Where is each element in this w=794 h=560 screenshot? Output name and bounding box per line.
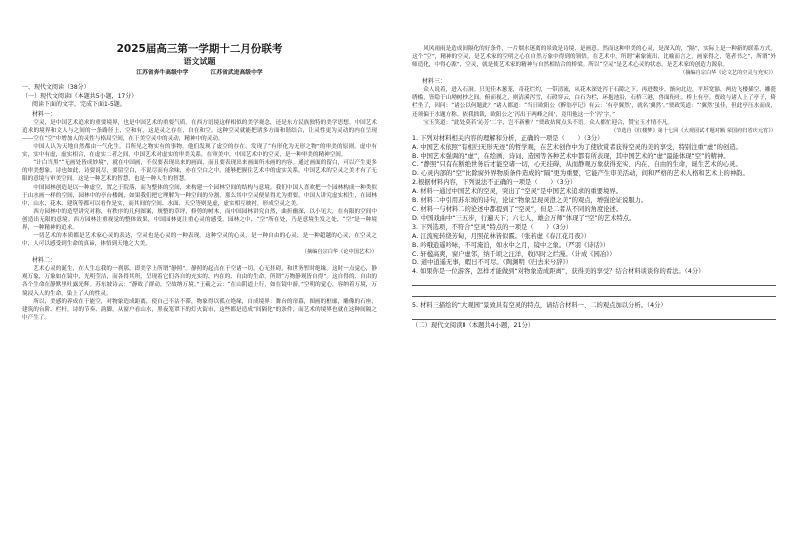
- option: C. 轩楹高爽，窗户虚邻，纳千顷之汪洋，收四时之烂漫。（计成《园冶》）: [412, 250, 616, 258]
- option: A. 材料一通过中国艺术的空灵，突出了“空灵”是中国艺术追求的重要境界。: [412, 188, 622, 196]
- question-1: 1. 下列对材料相关内容的理解和分析，正确的一项是（ ）（3分）: [412, 134, 604, 142]
- paragraph: 空灵，是中国艺术追求的重要境界，也是中国艺术的重要气质。在西方语境这样相似的美学观念，还是东方民族独特的美学思想。中国艺术追求的境界和文人与之间的一条路径上，空和有，这是灵之存在，自在和空。这种空灵就能把诸多方面和谐结合，让灵性更为灵动的内在呈现——空在“空”中增加人的灵性与格局空间，在于美空灵中的灵动，精神中的灵动。: [22, 119, 377, 142]
- school-names: [22, 68, 377, 78]
- instructions: 阅读下面的文字，完成下面1-5题。: [32, 101, 126, 109]
- source-3: （节选自《红楼梦》第十七回《大观园试才题对额 荣国府归省庆元宵》）: [610, 127, 776, 134]
- option: A. 江流宛转绕芳甸，月照花林皆似霰。（张若虚《春江花月夜》）: [412, 232, 591, 240]
- paragraph: 宝玉笑道：“此处莫若‘沁芳’二字，岂不新雅？”贾政拈髯点头不语。众人都忙迎合，赞宝玉才情不凡。: [423, 119, 673, 126]
- material-2-label: 材料二：: [32, 257, 57, 265]
- paragraph: 所以，美感的养成在于能空，对物象造成距离，使自己不沾不滞，物象得以孤立绝缘，自成境界：舞台的帘幕，图画的框廓，雕像的石座，建筑的台阶、栏杆，诗的节奏、韵脚，从窗户看山水，黑夜笼罩下的灯火街市，这些都是造成“间隔化”的条件，而艺术的境界也就在这种间隔之中产生了。: [22, 298, 377, 321]
- left-column: [22, 84, 377, 322]
- answer-line[interactable]: [412, 277, 776, 286]
- paragraph: 中国园林创造是以一种虚空，置之于院落，而为整体的空间，来构建一个园林空间的结构与意境。我们中国人喜欢把一个园林构成一种类似于山水画一样的空间，园林中的亭台楼阁，如果我们把它理解为一种空间的分割，那么其中空灵便显得尤为重要。中国人讲究虚实相生，在园林中，山水、花木、建筑等都可以看作是实，而其间的空间、水面、天空等则是虚，虚实相互映衬，形成空灵之美。: [22, 184, 377, 207]
- source-1: （摘编自宗白华《论中国艺术》）: [301, 249, 377, 256]
- section-2-heading: （二）现代文阅读Ⅱ（本题共4小题，21分）: [412, 322, 535, 330]
- school-b: 江苏省武进高级中学: [210, 70, 263, 76]
- option: B. 中国艺术强调的“虚”，在绘画、诗词、造园等各种艺术中都有所表现，其中国艺术的“虚”最能体现“空”的精神。: [412, 152, 730, 160]
- material-1-label: 材料一：: [32, 110, 57, 118]
- exam-header: [22, 42, 377, 78]
- right-column: [412, 45, 776, 331]
- exam-title: 2025届高三第一学期十二月份联考: [116, 43, 283, 55]
- school-a: 江苏省奔牛高级中学: [136, 70, 189, 76]
- question-2: 2.根据材料内容，下列说法不正确的一项是（ ）（3分）: [412, 179, 577, 187]
- exam-subtitle: 语文试题: [183, 57, 216, 66]
- paragraph: 一切艺术的本质都是艺术家心灵的表达，空灵也是心灵的一种表现。这种空灵的心灵，是一种自由的心灵，是一种超越的心灵，在空灵之中，人可以感受到生命的真谛，体悟到天地之大美。: [22, 233, 377, 248]
- material-3-label: 材料三：: [422, 78, 447, 86]
- option: D. 中国戏曲中“三五步，行遍天下；六七人，雄会万师”体现了“空”的艺术特点。: [412, 214, 636, 222]
- option: A. 中国艺术依照“有相归无形无迹”的哲学观，在艺术创作中为了使欣赏者获得空灵的美的享受，特别注重“虚”的创造。: [412, 143, 742, 151]
- option: B. 吟哦逍遥吟咏，不可淹泊，如水中之月，镜中之象。（严羽《诗话》）: [412, 241, 610, 249]
- paragraph: 众人说着，进入石洞。只见佳木葱茏，奇花烂灼，一带清流，从花木深处泻于石隙之下。再进数步，渐向北边，平坦宽豁，两边飞楼插空，雕甍绣槛，皆隐于山坳树杪之间。俯而视之，则清溪泻雪，石磴穿云，白石为栏，环抱池沿，石桥三港，兽面衔吐。桥上有亭。贾政与诸人上了亭子，倚栏坐了，因问：“诸公以何题此？”诸人都道：“当日欧阳公《醉翁亭记》有云：‘有亭翼然’，就名‘翼然’。”贾政笑道：“‘翼然’虽佳，但此亭压水而成，还须偏于水题方称。依我拙裁，欧阳公之‘泻出于两峰之间’，竟用他这一个‘泻’字。”: [412, 87, 776, 118]
- answer-line[interactable]: [412, 288, 776, 297]
- option: C. 材料一与材料二的论述中都提到了“空灵”，但是二者从不同的角度论述。: [412, 206, 623, 213]
- option: D. 道中逍遥无事，暇日不可尽。（陶渊明《归去来兮辞》）: [412, 259, 572, 267]
- question-4: 4. 如果你是一位游客，怎样才能做到“对物象造成距离”，获得美的享受？结合材料谈谈你的看法。（4分）: [412, 268, 705, 276]
- option: D. 心灵内部的“空”比除窗外界物质条件造成的“隔”更为重要，它能产生审美活动，间和严格的艺术人格和艺术上的神韵。: [412, 170, 749, 178]
- question-5: 5. 材料三描绘的“大观园”景致具有空灵的特点，请结合材料一、二的观点加以分析。（4分）: [412, 302, 667, 310]
- paragraph: 风风雨雨是造成间隔化的好条件，一片烟水迷离的景致是诗境，是画意。然而这种审美的心灵，是深入的，“隔”，实际上是一种新的联系方式。这个“空”，精神的空灵，是艺术家的空明之心在自然万象中得到的领悟。在艺术中，所谓“素象流出，比喻而言之，画家得之，笔者书之”，所谓“外师造化，中得心源”，空灵，就是使艺术家的精神与自然相结合的桥梁。所以“空灵”是艺术心灵的状态，是艺术家的创造力源泉。: [412, 46, 776, 69]
- paragraph: 西方园林中的造型讲究对称，有秩序的几何图案，规整的草坪，修剪的树木，而中国园林讲究自然，曲折幽深，以小见大，在有限的空间中创造出无限的意境。西方园林注重视觉的整体效果，中国园林更注重心灵的感受。园林之中，“空”所在处，乃是意境生发之处，“空”是一种境界，一种精神的追求。: [22, 208, 377, 231]
- section-heading: 一、现代文阅读（38分）: [22, 84, 90, 91]
- option: C. “静照”只有在断绝世务后才能空诸一切，心无挂碍，从而静观万象获得充实、内在、自由的生命，诞生艺术的心灵。: [412, 161, 742, 169]
- answer-line[interactable]: [412, 311, 776, 320]
- subsection-heading: （一）现代文阅读Ⅰ（本题共5小题，17分）: [22, 92, 138, 100]
- paragraph: “计白当黑”“无画处皆成妙境”，就在中国画，不仅要表现出来的画面，而且要表现出来画面所未画的内容。通过画面的留白，可以产生更多的审美想象。诗也如此，诗要说尽，要留空白，不说尽而有余味，亦在空白之中。能够把握住艺术中的虚实关系，中国艺术的空灵之美才有了无限的意境与审美空间。这是一种艺术的智慧，也是一种人生的智慧。: [22, 160, 377, 183]
- source-2: （摘编自宗白华《论文艺的空灵与充实》）: [680, 70, 776, 77]
- question-3: 3. 下列选项，不符合“空灵”特点的一项是（ ）（3分）: [412, 223, 573, 231]
- option: B. 材料二中引用苏东坡的诗句，论证“物象呈现灵澄之美”的观点，增强论证说服力。: [412, 197, 648, 205]
- paragraph: 中国人认为天地自然都由一气化生，目所见之物实有的事物，他们发现了虚空的存在，发现了“有形化为无形之物”的审美的原则。虚中有实，实中有虚，虚实相合，在虚实二者之间，中国艺术对虚实的审美关系，在审美中，中国艺术中的空灵，是一种审美的精神空间。: [22, 144, 377, 159]
- paragraph: 艺术心灵的诞生，在人生忘我的一刹那，即美学上所谓“静照”。静照的起点在于空诸一切，心无挂碍，和世务暂时绝缘。这时一点觉心，静观万象，万象如在镜中，光明莹洁，而各得其所，呈现着它们各自的充实的、内在的、自由的生命，所谓“万物静观皆自得”。这自得的、自由的各个生命在静默里吐露光辉。苏东坡诗云：“静故了群动，空故纳万境。”王羲之云：“在山阴道上行，如在镜中游。”空明的觉心，容纳着万境，万境浸入人的生命，染上了人的性灵。: [22, 266, 377, 297]
